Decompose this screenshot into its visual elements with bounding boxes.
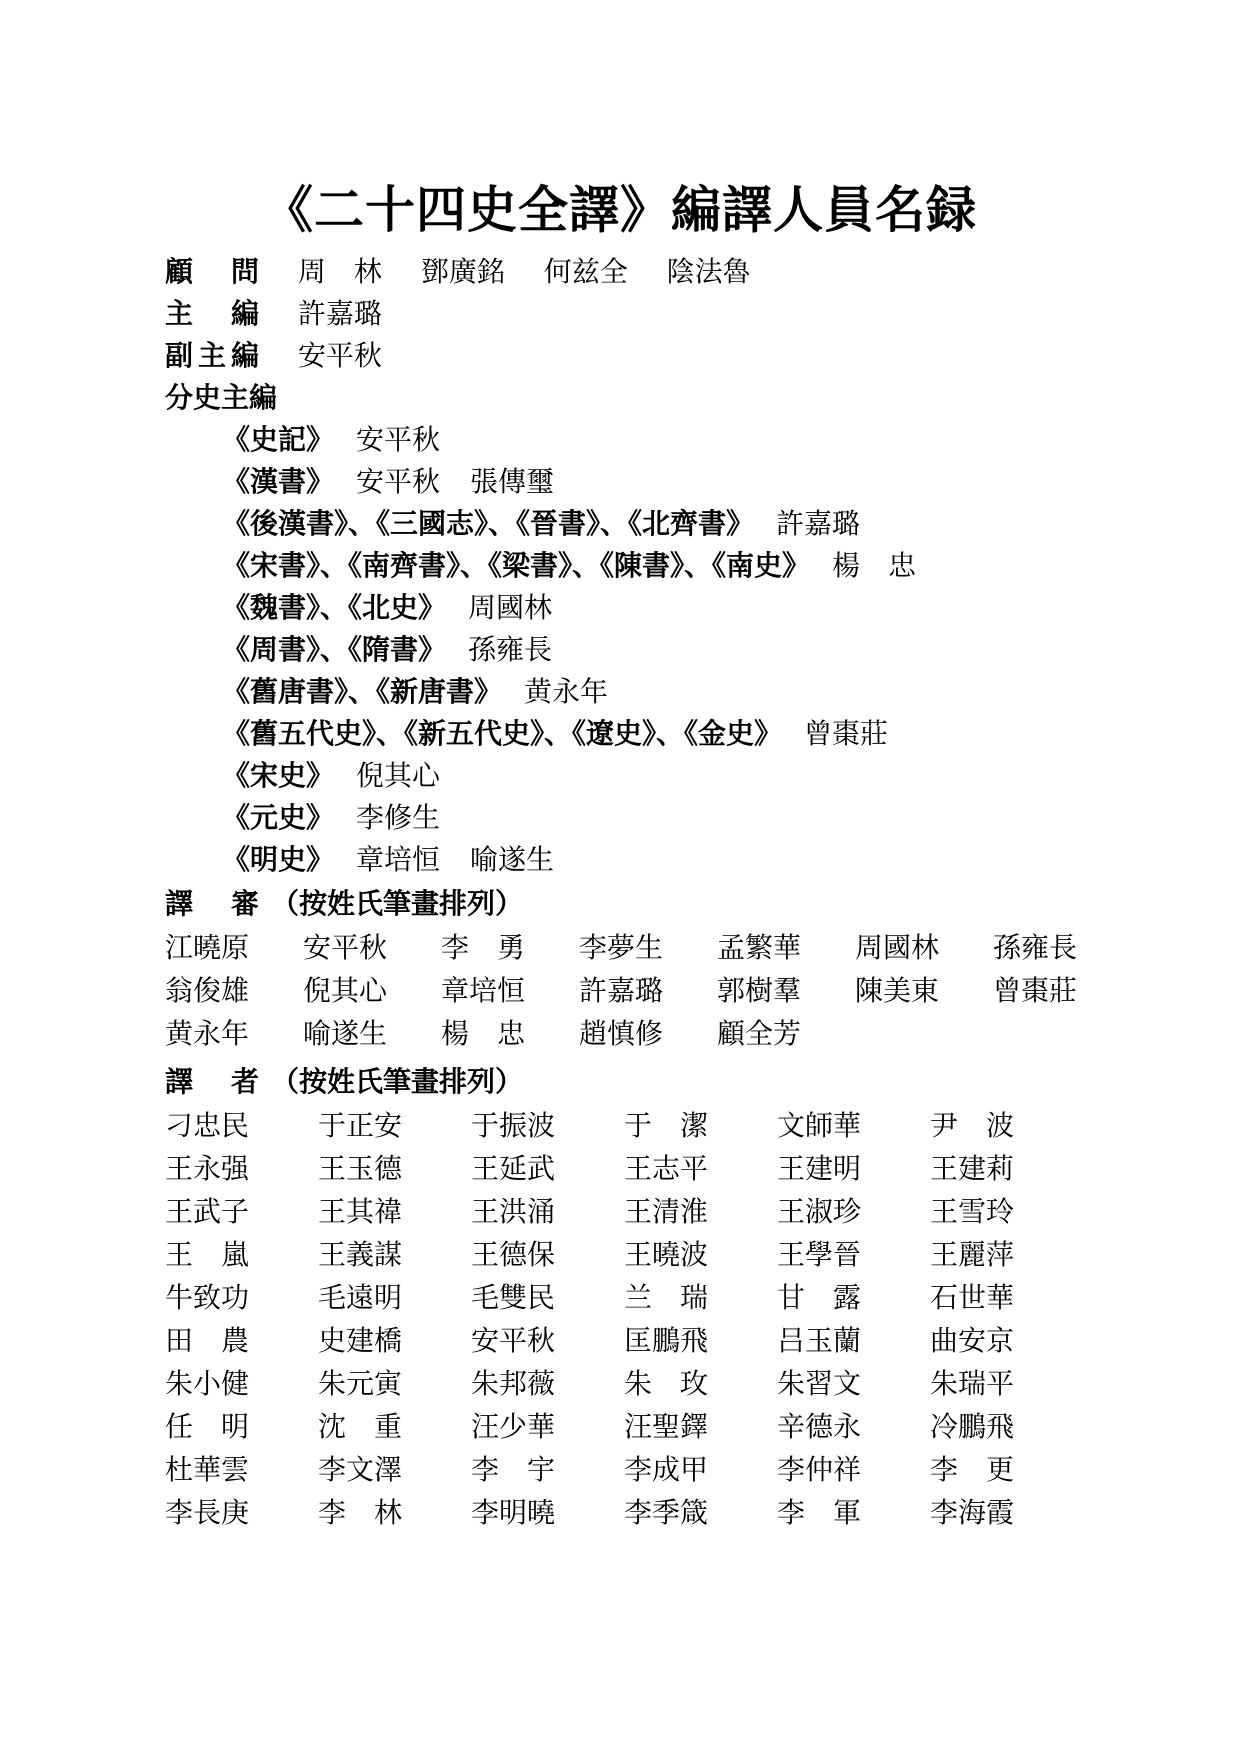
- translator-name: 王德保: [471, 1238, 556, 1271]
- editor-name: 安平秋: [356, 423, 441, 456]
- reviewer-name: 江曉原: [165, 931, 250, 964]
- section-editor-item: [222, 630, 582, 670]
- translator-name: 匡鵬飛: [624, 1324, 709, 1357]
- translator-name: 王洪涌: [471, 1195, 556, 1228]
- advisor-name: 鄧廣銘: [420, 255, 505, 288]
- section-editors-heading: [165, 378, 277, 418]
- translator-name: 王建莉: [930, 1152, 1015, 1185]
- advisors-row: [165, 252, 781, 292]
- translator-name: 王延武: [471, 1152, 556, 1185]
- editor-name: 安平秋: [356, 465, 441, 498]
- editor-name: 曾棗莊: [804, 717, 889, 750]
- translator-name: 曲安京: [930, 1324, 1015, 1357]
- reviewer-name: 陳美東: [855, 974, 940, 1007]
- translator-name: 李成甲: [624, 1453, 709, 1486]
- translators-label: 譯 者: [165, 1065, 259, 1098]
- reviewers-label: 譯 審: [165, 887, 259, 920]
- book-titles: 《舊五代史》、《新五代史》、《遼史》、《金史》: [222, 717, 783, 750]
- section-editor-item: [222, 546, 946, 586]
- translator-name: 尹 波: [930, 1109, 1015, 1142]
- translator-name: 汪少華: [471, 1410, 556, 1443]
- editor-name: 李修生: [356, 801, 441, 834]
- reviewer-name: 顧全芳: [717, 1017, 802, 1050]
- translator-name: 王其禕: [318, 1195, 403, 1228]
- translator-name: 辛德永: [777, 1410, 862, 1443]
- reviewers-heading: [165, 884, 523, 924]
- advisor-name: 周 林: [297, 255, 382, 288]
- book-titles: 《明史》: [222, 843, 335, 876]
- reviewers-list: [165, 926, 1105, 1055]
- reviewer-name: 曾棗莊: [993, 974, 1078, 1007]
- translator-name: 冷鵬飛: [930, 1410, 1015, 1443]
- section-editor-item: [222, 420, 470, 460]
- translator-name: 王曉波: [624, 1238, 709, 1271]
- book-titles: 《漢書》: [222, 465, 335, 498]
- translator-name: 李 軍: [777, 1496, 862, 1529]
- book-titles: 《史記》: [222, 423, 335, 456]
- reviewer-name: 周國林: [855, 931, 940, 964]
- translator-name: 杜華雲: [165, 1453, 250, 1486]
- translator-name: 毛遠明: [318, 1281, 403, 1314]
- deputy-editor-row: [165, 336, 382, 376]
- reviewer-name: 章培恒: [441, 974, 526, 1007]
- translator-name: 王學晉: [777, 1238, 862, 1271]
- translator-name: 王義謀: [318, 1238, 403, 1271]
- translators-list: [165, 1104, 1065, 1534]
- translator-name: 王 嵐: [165, 1238, 250, 1271]
- translator-name: 于振波: [471, 1109, 556, 1142]
- translator-name: 李 宇: [471, 1453, 556, 1486]
- reviewer-name: 許嘉璐: [579, 974, 664, 1007]
- editor-name: 喻遂生: [470, 843, 555, 876]
- translator-name: 王玉德: [318, 1152, 403, 1185]
- editor-name: 楊 忠: [832, 549, 917, 582]
- translators-heading: [165, 1062, 523, 1102]
- translator-name: 李海霞: [930, 1496, 1015, 1529]
- editor-name: 周國林: [468, 591, 553, 624]
- translator-name: 兰 瑞: [624, 1281, 709, 1314]
- section-editor-item: [222, 504, 890, 544]
- advisors-label: 顧 問: [165, 255, 259, 288]
- reviewer-name: 李夢生: [579, 931, 664, 964]
- translator-name: 牛致功: [165, 1281, 250, 1314]
- section-editor-item: [222, 714, 918, 754]
- translator-name: 李 更: [930, 1453, 1015, 1486]
- section-editor-item: [222, 462, 584, 502]
- translator-name: 于正安: [318, 1109, 403, 1142]
- chief-editor-name: 許嘉璐: [297, 297, 382, 330]
- translator-name: 李 林: [318, 1496, 403, 1529]
- reviewer-name: 孫雍長: [993, 931, 1078, 964]
- section-editor-item: [222, 672, 638, 712]
- translator-name: 朱邦薇: [471, 1367, 556, 1400]
- editor-name: 黄永年: [524, 675, 609, 708]
- advisor-name: 陰法魯: [666, 255, 751, 288]
- translator-name: 朱小健: [165, 1367, 250, 1400]
- translator-name: 李明曉: [471, 1496, 556, 1529]
- book-titles: 《宋史》: [222, 759, 335, 792]
- translator-name: 沈 重: [318, 1410, 403, 1443]
- translator-name: 王清淮: [624, 1195, 709, 1228]
- translator-name: 李長庚: [165, 1496, 250, 1529]
- advisor-name: 何兹全: [543, 255, 628, 288]
- translator-name: 甘 露: [777, 1281, 862, 1314]
- deputy-editor-name: 安平秋: [297, 339, 382, 372]
- translator-name: 朱習文: [777, 1367, 862, 1400]
- translator-name: 王武子: [165, 1195, 250, 1228]
- book-titles: 《舊唐書》、《新唐書》: [222, 675, 503, 708]
- translator-name: 任 明: [165, 1410, 250, 1443]
- translator-name: 刁忠民: [165, 1109, 250, 1142]
- translator-name: 李文澤: [318, 1453, 403, 1486]
- section-editor-item: [222, 840, 584, 880]
- reviewer-name: 趙慎修: [579, 1017, 664, 1050]
- translator-name: 李季箴: [624, 1496, 709, 1529]
- reviewer-name: 楊 忠: [441, 1017, 526, 1050]
- reviewer-name: 李 勇: [441, 931, 526, 964]
- translator-name: 王雪玲: [930, 1195, 1015, 1228]
- reviewer-name: 郭樹羣: [717, 974, 802, 1007]
- translator-name: 王淑珍: [777, 1195, 862, 1228]
- reviewer-name: 倪其心: [303, 974, 388, 1007]
- section-editor-item: [222, 756, 470, 796]
- reviewer-name: 喻遂生: [303, 1017, 388, 1050]
- translator-name: 石世華: [930, 1281, 1015, 1314]
- reviewer-name: 安平秋: [303, 931, 388, 964]
- section-editor-item: [222, 588, 582, 628]
- translator-name: 朱瑞平: [930, 1367, 1015, 1400]
- book-titles: 《周書》、《隋書》: [222, 633, 447, 666]
- section-editor-item: [222, 798, 470, 838]
- reviewer-name: 孟繁華: [717, 931, 802, 964]
- translator-name: 王志平: [624, 1152, 709, 1185]
- translators-note: （按姓氏筆畫排列）: [271, 1065, 524, 1098]
- reviewers-note: （按姓氏筆畫排列）: [271, 887, 524, 920]
- chief-editor-row: [165, 294, 382, 334]
- translator-name: 王麗萍: [930, 1238, 1015, 1271]
- editor-name: 孫雍長: [468, 633, 553, 666]
- advisors-names: [298, 255, 781, 288]
- editor-name: 許嘉璐: [776, 507, 861, 540]
- editor-name: 章培恒: [356, 843, 441, 876]
- translator-name: 安平秋: [471, 1324, 556, 1357]
- translator-name: 史建橋: [318, 1324, 403, 1357]
- translator-name: 朱 玫: [624, 1367, 709, 1400]
- editor-name: 倪其心: [356, 759, 441, 792]
- reviewer-name: 翁俊雄: [165, 974, 250, 1007]
- translator-name: 朱元寅: [318, 1367, 403, 1400]
- translator-name: 于 潔: [624, 1109, 709, 1142]
- book-titles: 《宋書》、《南齊書》、《梁書》、《陳書》、《南史》: [222, 549, 811, 582]
- chief-editor-label: 主 編: [165, 297, 259, 330]
- translator-name: 毛雙民: [471, 1281, 556, 1314]
- translator-name: 王永强: [165, 1152, 250, 1185]
- translator-name: 王建明: [777, 1152, 862, 1185]
- deputy-editor-label: 副主編: [165, 339, 259, 372]
- section-editors-label: 分史主編: [165, 381, 278, 414]
- translator-name: 李仲祥: [777, 1453, 862, 1486]
- page-title: 《二十四史全譯》編譯人員名録: [263, 181, 977, 239]
- translator-name: 吕玉蘭: [777, 1324, 862, 1357]
- book-titles: 《元史》: [222, 801, 335, 834]
- editor-name: 張傳璽: [470, 465, 555, 498]
- book-titles: 《後漢書》、《三國志》、《晉書》、《北齊書》: [222, 507, 755, 540]
- translator-name: 汪聖鐸: [624, 1410, 709, 1443]
- book-titles: 《魏書》、《北史》: [222, 591, 447, 624]
- translator-name: 文師華: [777, 1109, 862, 1142]
- translator-name: 田 農: [165, 1324, 250, 1357]
- reviewer-name: 黄永年: [165, 1017, 250, 1050]
